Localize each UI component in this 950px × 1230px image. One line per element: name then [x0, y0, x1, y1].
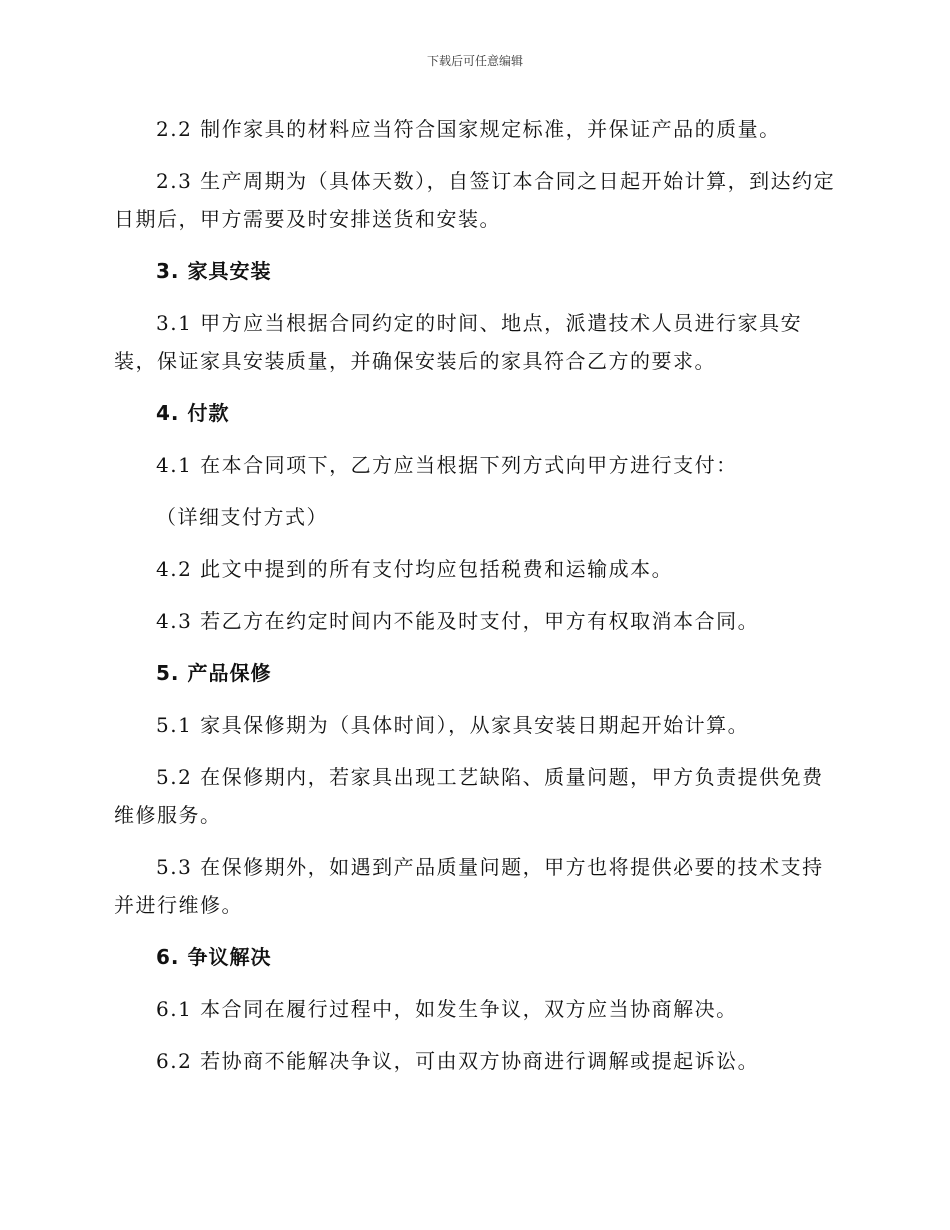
clause-4-2: 4.2 此文中提到的所有支付均应包括税费和运输成本。 [156, 557, 674, 581]
clause-4-1-detail: （详细支付方式） [156, 505, 328, 529]
clause-6-2: 6.2 若协商不能解决争议，可由双方协商进行调解或提起诉讼。 [156, 1049, 760, 1073]
clause-5-3: 5.3 在保修期外，如遇到产品质量问题，甲方也将提供必要的技术支持并进行维修。 [114, 855, 824, 917]
section-6-heading: 6. 争议解决 [156, 945, 272, 969]
section-4-heading: 4. 付款 [156, 401, 230, 425]
clause-5-2: 5.2 在保修期内，若家具出现工艺缺陷、质量问题，甲方负责提供免费维修服务。 [114, 765, 824, 827]
clause-3-1: 3.1 甲方应当根据合同约定的时间、地点，派遣技术人员进行家具安装，保证家具安装质量，并确保安装后的家具符合乙方的要求。 [114, 311, 803, 373]
section-3-heading: 3. 家具安装 [156, 259, 272, 283]
page-header: 下载后可任意编辑 [426, 54, 523, 68]
clause-2-3: 2.3 生产周期为（具体天数），自签订本合同之日起开始计算，到达约定日期后，甲方需要及时安排送货和安装。 [114, 169, 836, 231]
clause-4-1: 4.1 在本合同项下，乙方应当根据下列方式向甲方进行支付： [156, 453, 738, 477]
document-body [114, 110, 840, 1080]
clause-2-2: 2.2 制作家具的材料应当符合国家规定标准，并保证产品的质量。 [156, 117, 781, 141]
section-5-heading: 5. 产品保修 [156, 661, 272, 685]
clause-4-3: 4.3 若乙方在约定时间内不能及时支付，甲方有权取消本合同。 [156, 609, 760, 633]
clause-5-1: 5.1 家具保修期为（具体时间），从家具安装日期起开始计算。 [156, 713, 750, 737]
clause-6-1: 6.1 本合同在履行过程中，如发生争议，双方应当协商解决。 [156, 997, 738, 1021]
